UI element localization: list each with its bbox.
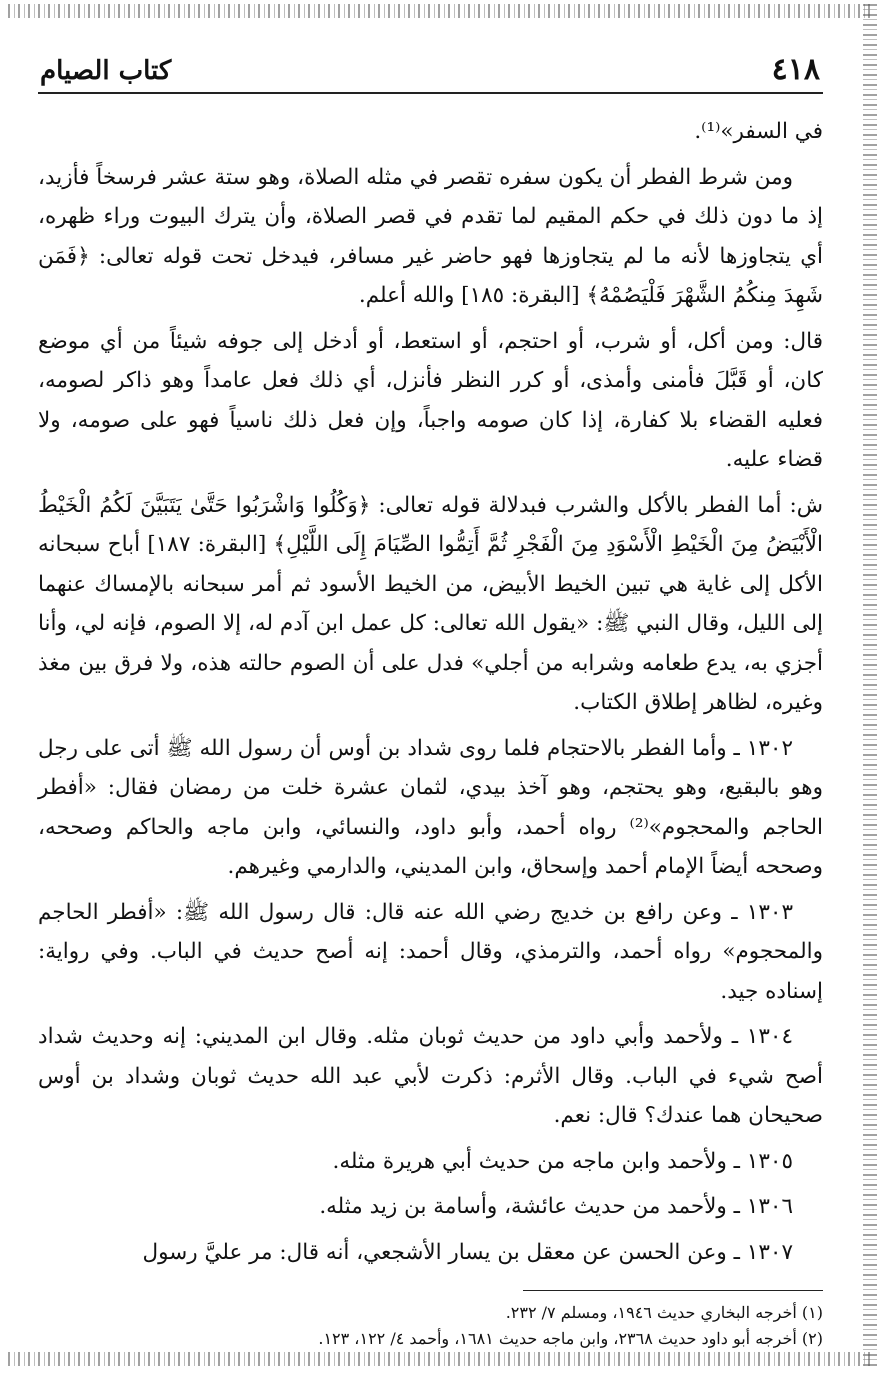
paragraph: ١٣٠٦ ـ ولأحمد من حديث عائشة، وأسامة بن زيد مثله. [319,1194,793,1219]
paragraph: ١٣٠٢ ـ وأما الفطر بالاحتجام فلما روى شداد بن أوس أن رسول الله ﷺ أتى على رجل وهو بالبقيع، وهو يحتجم، وهو آخذ بيدي، لثمان عشرة خلت من رمضان فقال: «أفطر الحاجم والمحجوم»⁽²⁾ رواه أحمد، وأبو داود، والنسائي، وابن ماجه والحاكم وصححه، وصححه أيضاً الإمام أحمد وإسحاق، وابن المديني، والدارمي وغيرهم. [38,735,823,879]
paragraph: ١٣٠٧ ـ وعن الحسن عن معقل بن يسار الأشجعي، أنه قال: مر عليَّ رسول [142,1239,793,1265]
paragraph: ومن شرط الفطر أن يكون سفره تقصر في مثله الصلاة، وهو ستة عشر فرسخاً فأزيد، إذ ما دون ذلك في حكم المقيم لما تقدم في قصر الصلاة، وأن يترك البيوت وراء ظهره، أي يتجاوزها لأنه ما لم يتجاوزها فهو حاضر غير مسافر، فيدخل تحت قوله تعالى: ﴿فَمَن شَهِدَ مِنكُمُ الشَّهْرَ فَلْيَصُمْهُ﴾ [البقرة: ١٨٥] والله أعلم. [38,164,823,308]
paragraph: قال: ومن أكل، أو شرب، أو احتجم، أو استعط، أو أدخل إلى جوفه شيئاً من أي موضع كان، أو قَبَّلَ فأمنى وأمذى، أو كرر النظر فأنزل، أي ذلك فعل عامداً وهو ذاكر لصومه، فعليه القضاء بلا كفارة، إذا كان صومه واجباً، وإن فعل ذلك ناسياً فهو على صومه، ولا قضاء عليه. [38,328,823,472]
paragraph: ١٣٠٤ ـ ولأحمد وأبي داود من حديث ثوبان مثله. وقال ابن المديني: إنه وحديث شداد أصح شيء في الباب. وقال الأثرم: ذكرت لأبي عبد الله حديث ثوبان وشداد بن أوس صحيحان هما عندك؟ قال: نعم. [38,1024,823,1128]
header-divider [38,92,823,94]
paragraph: ١٣٠٣ ـ وعن رافع بن خديج رضي الله عنه قال: قال رسول الله ﷺ: «أفطر الحاجم والمحجوم» رواه أحمد، والترمذي، وقال أحمد: إنه أصح حديث في الباب. وفي رواية: إسناده جيد. [38,899,823,1004]
footnote: (١) أخرجه البخاري حديث ١٩٤٦، ومسلم ٧/ ٢٣٢. [505,1303,823,1322]
paragraph: ١٣٠٥ ـ ولأحمد وابن ماجه من حديث أبي هريرة مثله. [332,1148,793,1174]
paragraph: في السفر»⁽¹⁾. [694,119,823,144]
decorative-border-right [863,4,877,1366]
paragraph: ش: أما الفطر بالأكل والشرب فبدلالة قوله تعالى: ﴿وَكُلُوا وَاشْرَبُوا حَتَّىٰ يَتَبَيَّنَ لَكُمُ الْخَيْطُ الْأَبْيَضُ مِنَ الْخَيْطِ الْأَسْوَدِ مِنَ الْفَجْرِ ثُمَّ أَتِمُّوا الصِّيَامَ إِلَى اللَّيْلِ﴾ [البقرة: ١٨٧] أباح سبحانه الأكل إلى غاية هي تبين الخيط الأبيض، من الخيط الأسود ثم أمر سبحانه بالإمساك عنهما إلى الليل، وقال النبي ﷺ: «يقول الله تعالى: كل عمل ابن آدم له، إلا الصوم، فإنه لي، وأنا أجزي به، يدع طعامه وشرابه من أجلي» فدل على أن الصوم حالته هذه، ولا فرق بين مغذ وغيره، لظاهر إطلاق الكتاب. [38,492,823,715]
page-header [40,50,820,94]
book-title: كتاب الصيام [40,56,172,86]
footnote-separator [523,1290,823,1291]
decorative-border-bottom [8,1352,871,1366]
footnotes [38,1300,823,1352]
page-number: ٤١٨ [771,52,820,87]
footnote: (٢) أخرجه أبو داود حديث ٢٣٦٨، وابن ماجه حديث ١٦٨١، وأحمد ٤/ ١٢٢، ١٢٣. [318,1329,823,1348]
decorative-border-top [8,4,871,18]
main-text [38,112,823,1278]
